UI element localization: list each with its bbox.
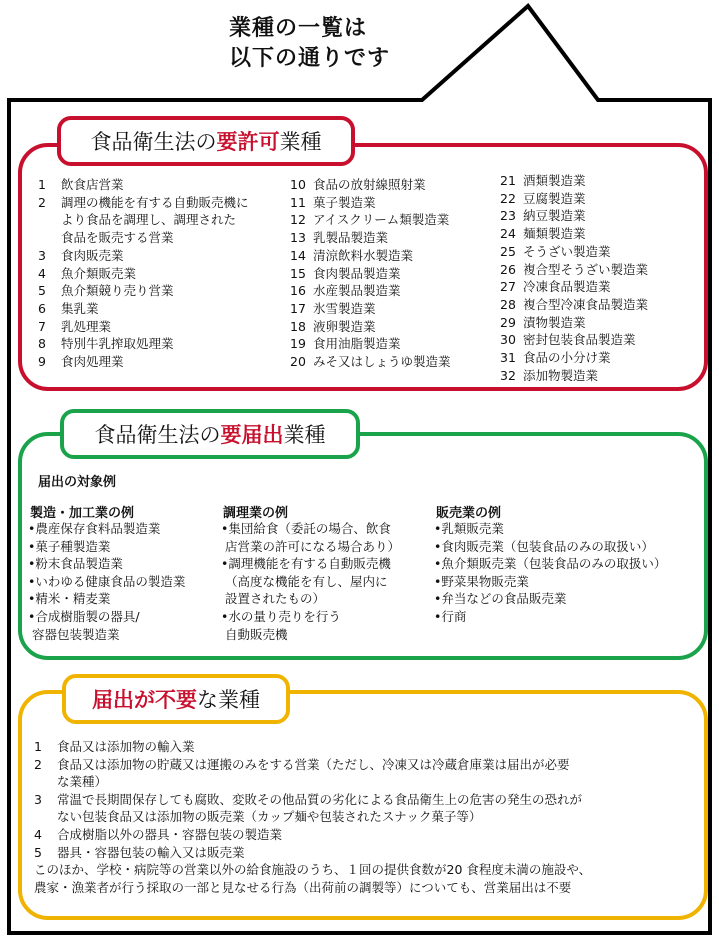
item-text: 食品の放射線照射業 xyxy=(313,177,426,192)
exempt-list-item xyxy=(34,844,591,862)
permit-list-item xyxy=(290,194,451,212)
permit-list-item xyxy=(38,300,249,318)
item-number: 24 xyxy=(500,226,516,242)
item-number: 11 xyxy=(290,194,306,210)
item-text: 魚介類販売業 xyxy=(61,265,137,281)
item-number: 31 xyxy=(500,350,516,366)
exempt-list-item xyxy=(34,738,591,756)
item-text: 魚介類競り売り営業 xyxy=(61,283,174,299)
item-number: 6 xyxy=(38,300,46,316)
item-text: 食肉製品製造業 xyxy=(313,265,401,281)
item-text: 食品の小分け業 xyxy=(523,350,611,366)
item-number: 19 xyxy=(290,336,306,352)
item-number: 30 xyxy=(500,332,516,348)
exempt-list xyxy=(34,738,591,896)
item-text: 麺類製造業 xyxy=(523,226,586,242)
permit-list-item xyxy=(500,207,648,225)
item-text: 冷凍食品製造業 xyxy=(523,279,611,295)
item-number: 9 xyxy=(38,354,46,370)
item-number: 5 xyxy=(38,283,46,299)
item-text: 豆腐製造業 xyxy=(523,190,586,206)
notify-group-heading-cooking: 調理業の例 xyxy=(223,506,289,521)
item-text: 密封包装食品製造業 xyxy=(523,332,636,348)
permit-list-item xyxy=(500,278,648,296)
permit-list-item xyxy=(290,247,451,265)
item-number: 16 xyxy=(290,283,306,299)
item-text: 飲食店営業 xyxy=(61,177,124,192)
item-number: 3 xyxy=(34,791,42,807)
permit-list-item xyxy=(500,225,648,243)
permit-title-pre: 食品衛生法の xyxy=(90,130,217,154)
permit-list-item xyxy=(500,367,648,385)
item-text: 集乳業 xyxy=(61,300,99,316)
item-text: 納豆製造業 xyxy=(523,208,586,224)
permit-list-item xyxy=(500,349,648,367)
exempt-list-item xyxy=(34,826,591,844)
permit-list-col-3 xyxy=(500,172,648,384)
permit-list-col-2 xyxy=(290,176,451,371)
item-text: 氷雪製造業 xyxy=(313,300,376,316)
exempt-list-item xyxy=(34,791,591,826)
item-number: 21 xyxy=(500,173,516,188)
permit-list-item xyxy=(290,265,451,283)
item-number: 4 xyxy=(38,265,46,281)
notify-group-list-cooking: •集団給食（委託の場合、飲食 店営業の許可になる場合あり） •調理機能を有する自動販売機 （高度な機能を有し、屋内に 設置されたもの） •水の量り売りを行う 自動販売機 xyxy=(221,521,400,642)
item-text: 乳製品製造業 xyxy=(313,230,389,246)
item-number: 7 xyxy=(38,318,46,334)
item-text: 清涼飲料水製造業 xyxy=(313,247,414,263)
item-number: 32 xyxy=(500,367,516,383)
item-text: 食品又は添加物の輸入業 xyxy=(57,739,195,754)
item-number: 23 xyxy=(500,208,516,224)
notify-title xyxy=(60,409,360,459)
item-number: 20 xyxy=(290,354,306,370)
item-number: 1 xyxy=(34,739,42,754)
item-text: 菓子製造業 xyxy=(313,194,376,210)
item-text: そうざい製造業 xyxy=(523,243,611,259)
item-text: 水産製品製造業 xyxy=(313,283,401,299)
item-text: 食肉販売業 xyxy=(61,247,124,263)
item-text: 食用油脂製造業 xyxy=(313,336,401,352)
permit-list-item xyxy=(38,335,249,353)
headline-line-2: 以下の通りです xyxy=(229,46,391,71)
notify-group-heading-manufacturing: 製造・加工業の例 xyxy=(30,506,135,521)
item-number: 26 xyxy=(500,261,516,277)
item-text: 複合型そうざい製造業 xyxy=(523,261,649,277)
item-number: 22 xyxy=(500,190,516,206)
item-number: 29 xyxy=(500,314,516,330)
item-text: 複合型冷凍食品製造業 xyxy=(523,296,649,312)
item-number: 12 xyxy=(290,212,306,228)
item-number: 14 xyxy=(290,247,306,263)
permit-list-item xyxy=(290,211,451,229)
permit-list-item xyxy=(38,247,249,265)
headline xyxy=(229,14,390,74)
item-number: 4 xyxy=(34,826,42,842)
item-text: 常温で長期間保存しても腐敗、変敗その他品質の劣化による食品衛生上の危害の発生の恐れが ない包装食品又は添加物の販売業（カップ麺や包装されたスナック菓子等） xyxy=(57,791,583,825)
permit-title-post: 業種 xyxy=(279,130,322,154)
permit-list-item xyxy=(290,300,451,318)
item-number: 1 xyxy=(38,177,46,192)
permit-list-item xyxy=(38,176,249,194)
item-number: 25 xyxy=(500,243,516,259)
notify-title-post: 業種 xyxy=(283,423,326,447)
notify-group-list-sales: •乳類販売業 •食肉販売業（包装食品のみの取扱い） •魚介類販売業（包装食品のみの取扱い） •野菜果物販売業 •弁当などの食品販売業 •行商 xyxy=(434,521,667,624)
item-number: 10 xyxy=(290,177,306,192)
permit-list-item xyxy=(290,229,451,247)
notify-subtitle: 届出の対象例 xyxy=(38,475,117,490)
permit-list-item xyxy=(500,331,648,349)
headline-line-1: 業種の一覧は xyxy=(229,16,368,41)
item-text: 合成樹脂以外の器具・容器包装の製造業 xyxy=(57,826,283,842)
permit-list-item xyxy=(500,243,648,261)
permit-list-item xyxy=(38,318,249,336)
item-text: みそ又はしょうゆ製造業 xyxy=(313,354,451,370)
item-text: 酒類製造業 xyxy=(523,173,586,188)
permit-list-item xyxy=(500,261,648,279)
exempt-title xyxy=(62,674,290,724)
item-number: 2 xyxy=(34,756,42,772)
item-number: 27 xyxy=(500,279,516,295)
permit-list-item xyxy=(290,176,451,194)
permit-list-item xyxy=(290,318,451,336)
permit-list-item xyxy=(290,282,451,300)
item-text: 食品又は添加物の貯蔵又は運搬のみをする営業（ただし、冷凍又は冷蔵倉庫業は届出が必要 な業種） xyxy=(57,756,570,790)
item-text: 食肉処理業 xyxy=(61,354,124,370)
notify-group-list-manufacturing: •農産保存食料品製造業 •菓子種製造業 •粉末食品製造業 •いわゆる健康食品の製造業 •精米・精麦業 •合成樹脂製の器具/ 容器包装製造業 xyxy=(28,521,186,642)
permit-list-item xyxy=(500,296,648,314)
exempt-note: このほか、学校・病院等の営業以外の給食施設のうち、１回の提供食数が20 食程度未満の施設や、 農家・漁業者が行う採取の一部と見なせる行為（出荷前の調製等）についても、営業届出は不要 xyxy=(34,862,592,895)
item-text: 添加物製造業 xyxy=(523,367,599,383)
item-number: 8 xyxy=(38,336,46,352)
notify-title-pre: 食品衛生法の xyxy=(94,423,221,447)
permit-title-emph: 要許可 xyxy=(216,130,280,154)
notify-title-emph: 要届出 xyxy=(220,423,284,447)
permit-list-item xyxy=(38,265,249,283)
permit-list-item xyxy=(290,353,451,371)
exempt-title-emph: 届出が不要 xyxy=(92,688,197,712)
permit-list-item xyxy=(38,353,249,371)
notify-group-heading-sales: 販売業の例 xyxy=(436,506,502,521)
item-number: 2 xyxy=(38,194,46,210)
item-text: 特別牛乳搾取処理業 xyxy=(61,336,174,352)
permit-list-item xyxy=(500,314,648,332)
permit-list-item xyxy=(38,282,249,300)
item-number: 28 xyxy=(500,296,516,312)
item-text: アイスクリーム類製造業 xyxy=(313,212,450,228)
item-number: 5 xyxy=(34,844,42,860)
exempt-title-post: な業種 xyxy=(197,688,260,712)
item-number: 17 xyxy=(290,300,306,316)
permit-list-item xyxy=(500,190,648,208)
permit-list-item xyxy=(290,335,451,353)
item-number: 3 xyxy=(38,247,46,263)
item-number: 13 xyxy=(290,230,306,246)
permit-list-item xyxy=(38,194,249,247)
item-number: 18 xyxy=(290,318,306,334)
item-text: 器具・容器包装の輸入又は販売業 xyxy=(57,844,245,860)
permit-list-item xyxy=(500,172,648,190)
permit-title xyxy=(57,116,355,166)
item-text: 調理の機能を有する自動販売機に より食品を調理し、調理された 食品を販売する営業 xyxy=(61,194,249,246)
item-text: 乳処理業 xyxy=(61,318,112,334)
item-text: 漬物製造業 xyxy=(523,314,586,330)
permit-list-col-1 xyxy=(38,176,249,371)
item-number: 15 xyxy=(290,265,306,281)
exempt-list-item xyxy=(34,756,591,791)
item-text: 液卵製造業 xyxy=(313,318,376,334)
